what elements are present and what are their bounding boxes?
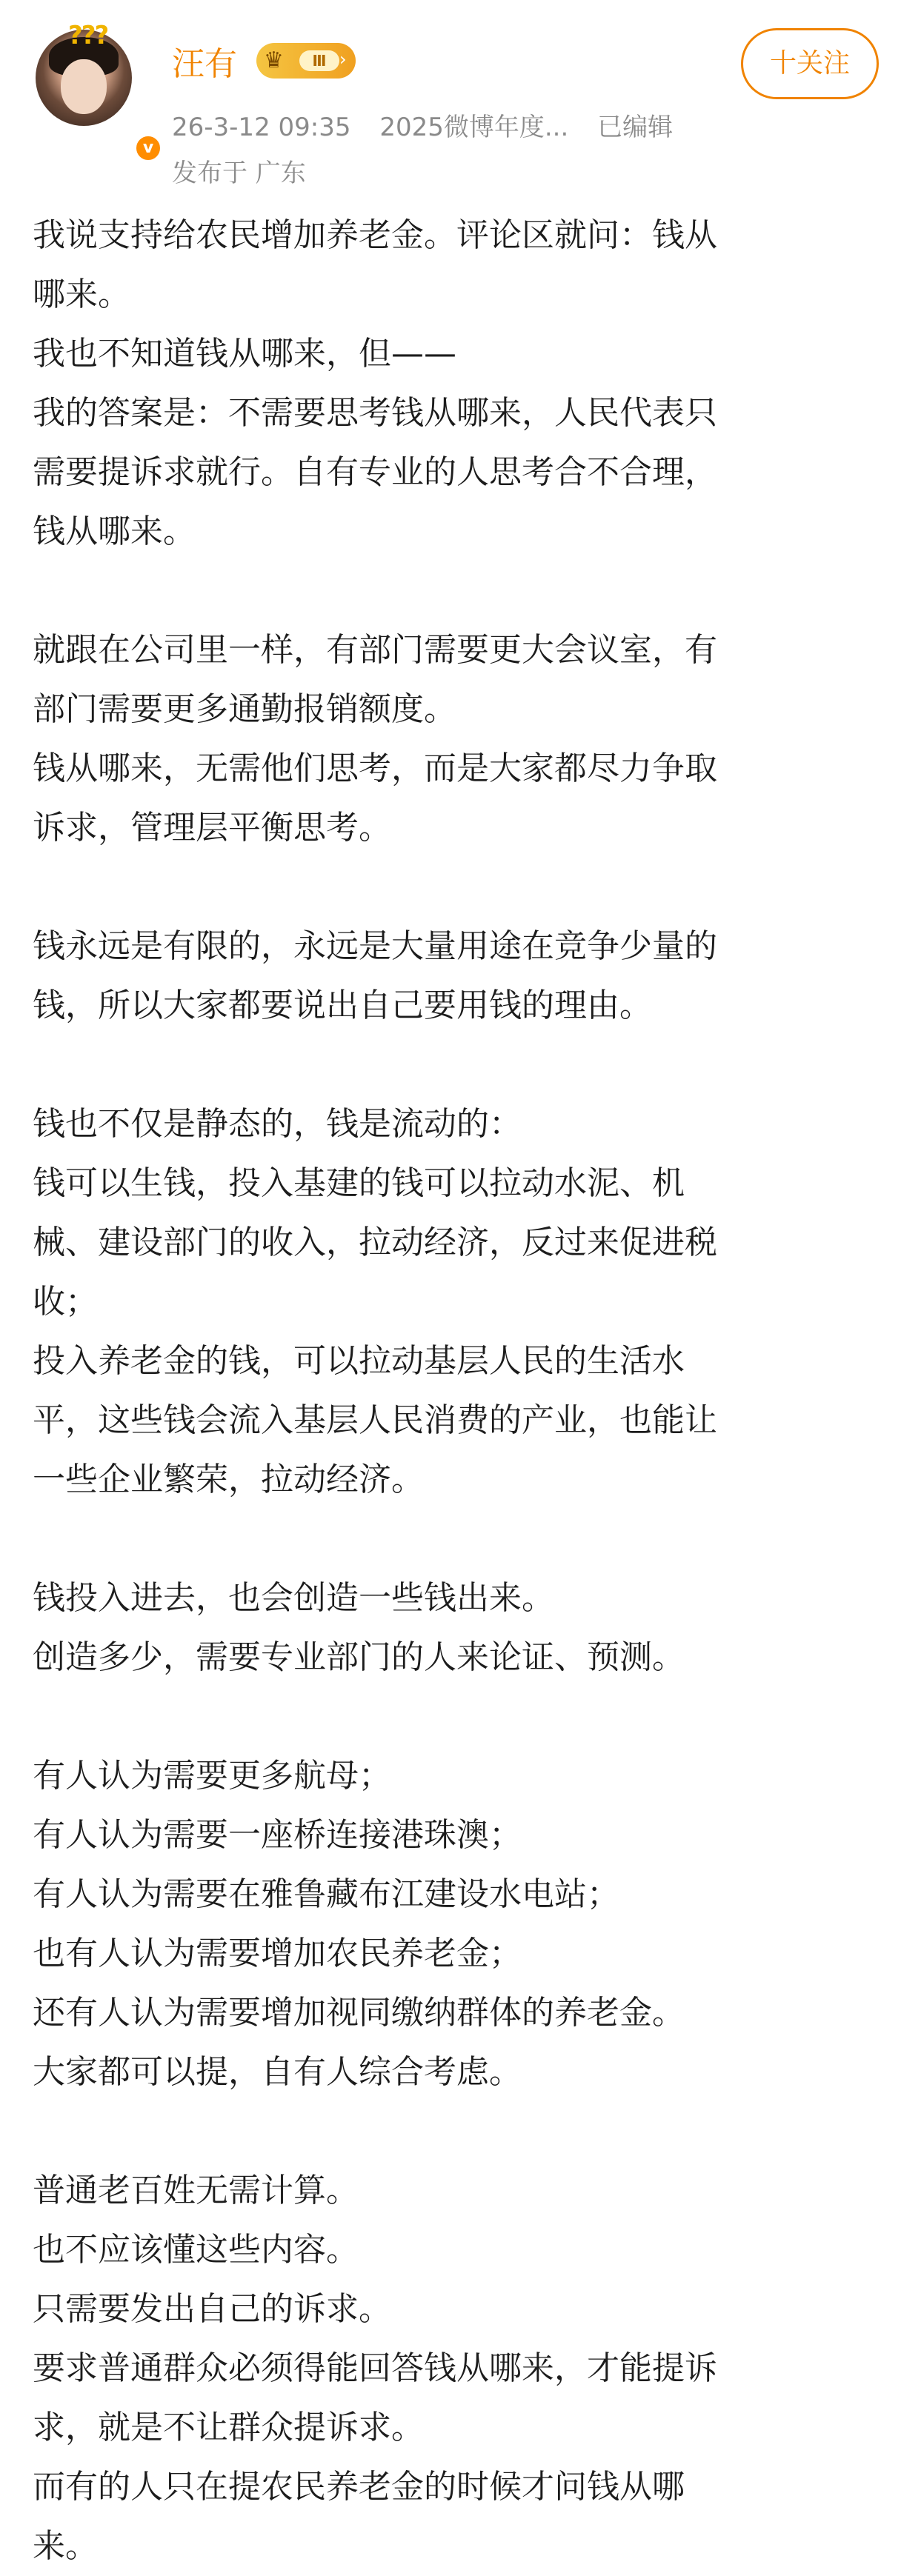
avatar[interactable] bbox=[36, 21, 154, 157]
post-line: 我也不知道钱从哪来，但—— bbox=[33, 335, 456, 373]
paragraph-gap bbox=[33, 1687, 877, 1746]
post-line: 普通老百姓无需计算。 bbox=[33, 2172, 359, 2209]
post-line: 也有人认为需要增加农民养老金； bbox=[33, 1935, 522, 1972]
post-line: 一些企业繁荣，拉动经济。 bbox=[33, 1461, 424, 1498]
paragraph-gap bbox=[33, 858, 877, 917]
edited-label[interactable]: 已编辑 bbox=[597, 113, 674, 142]
post-line: 而有的人只在提农民养老金的时候才问钱从哪 bbox=[33, 2468, 685, 2506]
post-source[interactable]: 2025微博年度... bbox=[379, 113, 569, 142]
post-line: 创造多少，需要专业部门的人来论证、预测。 bbox=[33, 1638, 685, 1676]
post-line: 钱，所以大家都要说出自己要用钱的理由。 bbox=[33, 987, 652, 1024]
post-line: 哪来。 bbox=[33, 276, 130, 313]
post-line: 钱可以生钱，投入基建的钱可以拉动水泥、机 bbox=[33, 1164, 685, 1202]
verified-badge-icon: v bbox=[133, 133, 163, 163]
paragraph-gap bbox=[33, 561, 877, 621]
post-line: 大家都可以提，自有人综合考虑。 bbox=[33, 2053, 522, 2091]
chevron-right-icon: › bbox=[339, 49, 347, 70]
post-line: 有人认为需要更多航母； bbox=[33, 1757, 391, 1795]
post-line: 诉求，管理层平衡思考。 bbox=[33, 809, 391, 847]
paragraph-gap bbox=[33, 1509, 877, 1569]
post-line: 要求普通群众必须得能回答钱从哪来，才能提诉 bbox=[33, 2349, 717, 2387]
author-name[interactable]: 汪有 bbox=[172, 45, 237, 83]
post-time: 26-3-12 09:35 bbox=[172, 113, 351, 142]
crown-icon: ♛ bbox=[264, 47, 284, 73]
post-line: 收； bbox=[33, 1283, 98, 1321]
paragraph-gap bbox=[33, 2102, 877, 2161]
post-region: 发布于 广东 bbox=[172, 159, 306, 188]
post-line: 钱也不仅是静态的，钱是流动的： bbox=[33, 1105, 522, 1143]
post-line: 就跟在公司里一样，有部门需要更大会议室，有 bbox=[33, 631, 717, 669]
post-line: 钱永远是有限的，永远是大量用途在竞争少量的 bbox=[33, 927, 717, 965]
follow-button[interactable]: 十关注 bbox=[741, 28, 879, 99]
post-line: 需要提诉求就行。自有专业的人思考合不合理， bbox=[33, 453, 717, 491]
avatar-face bbox=[61, 59, 107, 114]
post-line: 还有人认为需要增加视同缴纳群体的养老金。 bbox=[33, 1994, 685, 2032]
post-line: 求，就是不让群众提诉求。 bbox=[33, 2409, 424, 2446]
post-meta bbox=[172, 107, 694, 143]
paragraph-gap bbox=[33, 1035, 877, 1095]
post-line: 钱投入进去，也会创造一些钱出来。 bbox=[33, 1579, 554, 1617]
post-line: 钱从哪来，无需他们思考，而是大家都尽力争取 bbox=[33, 750, 717, 787]
post-line: 有人认为需要一座桥连接港珠澳； bbox=[33, 1816, 522, 1854]
post-line: 投入养老金的钱，可以拉动基层人民的生活水 bbox=[33, 1342, 685, 1380]
post-line: 来。 bbox=[33, 2527, 98, 2565]
post-line: 钱从哪来。 bbox=[33, 513, 196, 550]
post-line: 我说支持给农民增加养老金。评论区就问：钱从 bbox=[33, 216, 717, 254]
post-line: 也不应该懂这些内容。 bbox=[33, 2231, 359, 2269]
post-body bbox=[33, 206, 877, 2576]
post-line: 我的答案是：不需要思考钱从哪来，人民代表只 bbox=[33, 394, 717, 432]
post-header bbox=[0, 0, 901, 188]
rank-badge[interactable] bbox=[256, 43, 356, 79]
rank-level: Ⅲ bbox=[299, 50, 339, 71]
post-line: 只需要发出自己的诉求。 bbox=[33, 2290, 391, 2328]
avatar-question-marks: ??? bbox=[68, 21, 108, 50]
post-line: 有人认为需要在雅鲁藏布江建设水电站； bbox=[33, 1875, 619, 1913]
post-line: 部门需要更多通勤报销额度。 bbox=[33, 690, 456, 728]
post-line: 平，这些钱会流入基层人民消费的产业，也能让 bbox=[33, 1401, 717, 1439]
post-line: 械、建设部门的收入，拉动经济，反过来促进税 bbox=[33, 1224, 717, 1261]
